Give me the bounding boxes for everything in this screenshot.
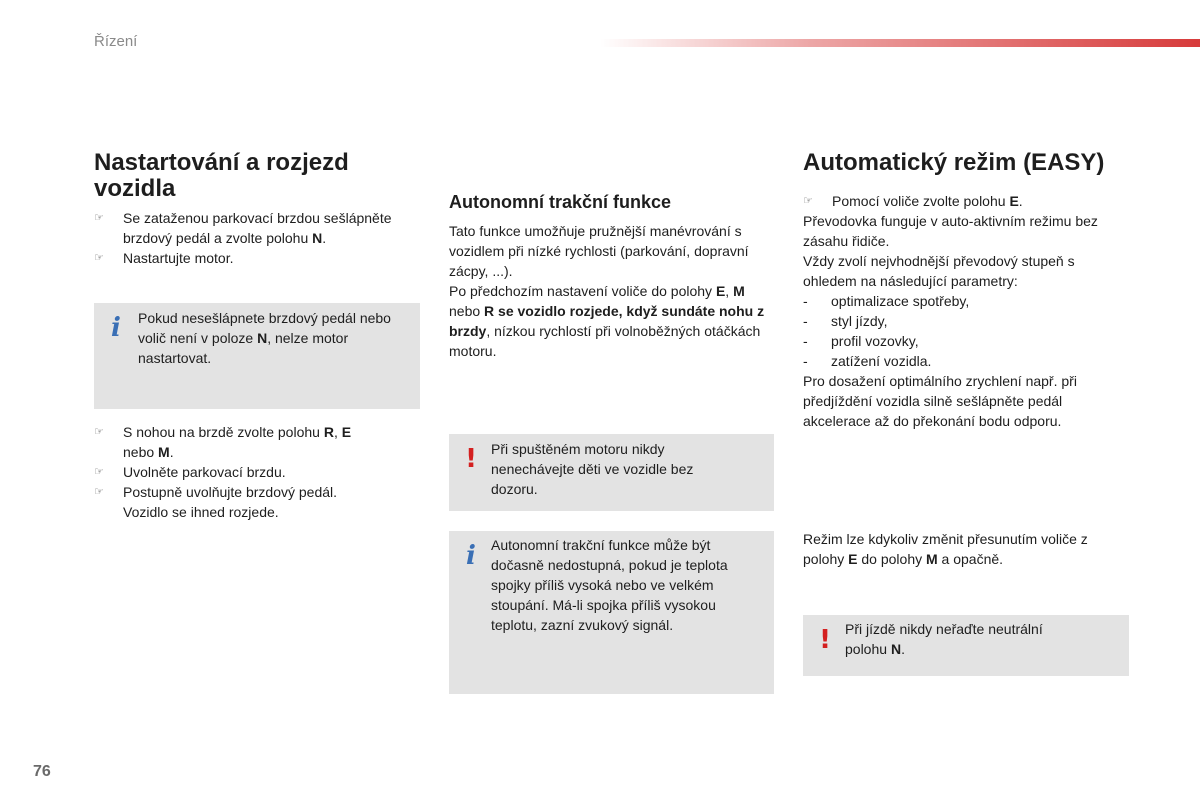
emphasis-text: E: [848, 551, 858, 567]
text-segment: nebo: [449, 303, 485, 319]
column-easy-mode: [803, 150, 1133, 431]
section-title: Řízení: [94, 33, 138, 50]
text-segment: Při spuštěném motoru nikdy nenechávejte děti ve vozidle bez dozoru.: [491, 441, 694, 497]
parameters-list: [803, 291, 1133, 371]
list-item: [94, 462, 364, 482]
steps-list-1: [94, 208, 424, 268]
header-accent-bar: [600, 39, 1200, 47]
pointing-hand-icon: ☞: [94, 465, 104, 478]
emphasis-text: N: [890, 641, 902, 657]
text-segment: Pokud nesešlápnete brzdový pedál nebo volič není v poloze: [138, 310, 391, 346]
text-segment: Po předchozím nastavení voliče do polohy: [449, 283, 716, 299]
info-icon: i: [466, 541, 476, 571]
info-text: [491, 535, 761, 635]
step-text: [123, 484, 337, 520]
parameter-text: optimalizace spotřeby,: [831, 293, 970, 309]
info-box-brake: [94, 303, 420, 409]
steps-list-3: [803, 191, 1133, 211]
column-start-driving: [94, 150, 424, 268]
dash-marker: -: [803, 353, 808, 369]
text-segment: , nízkou rychlostí při volnoběžných otáčkách motoru.: [449, 323, 761, 359]
text-segment: Pomocí voliče zvolte polohu: [832, 193, 1010, 209]
paragraph-mode-change: [803, 529, 1093, 569]
warning-box-children: [449, 434, 774, 511]
list-item: [94, 248, 424, 268]
list-item: [94, 208, 424, 248]
text-segment: .: [1018, 193, 1023, 209]
step-text: [832, 193, 1023, 209]
text-segment: Postupně uvolňujte brzdový pedál. Vozidlo se ihned rozjede.: [123, 484, 338, 520]
text-segment: do polohy: [857, 551, 926, 567]
heading-start-driving: Nastartování a rozjezd vozidla: [94, 149, 349, 202]
text-segment: .: [169, 444, 174, 460]
dash-marker: -: [803, 313, 808, 329]
steps-list-2: [94, 422, 364, 522]
emphasis-text: E: [715, 283, 726, 299]
text-segment: Převodovka funguje v auto-aktivním režimu bez zásahu řidiče.: [803, 213, 1098, 249]
list-item: [94, 422, 364, 462]
text-segment: nebo: [123, 444, 159, 460]
paragraph: [803, 251, 1123, 291]
list-item: [803, 331, 1133, 351]
info-text: [138, 308, 413, 368]
text-segment: Nastartujte motor.: [123, 250, 234, 266]
text-segment: Režim lze kdykoliv změnit přesunutím voliče z polohy: [803, 531, 1088, 567]
list-item: [803, 311, 1133, 331]
steps-block-2: [94, 422, 364, 522]
dash-marker: -: [803, 333, 808, 349]
step-text: [123, 464, 286, 480]
pointing-hand-icon: ☞: [803, 194, 813, 207]
text-segment: Uvolněte parkovací brzdu.: [123, 464, 286, 480]
warning-text: [845, 619, 1085, 659]
info-icon: i: [111, 313, 121, 343]
info-box-clutch: [449, 531, 774, 694]
list-item: [803, 291, 1133, 311]
text-segment: Se zataženou parkovací brzdou sešlápněte brzdový pedál a zvolte polohu: [123, 210, 392, 246]
text-segment: Autonomní trakční funkce může být dočasně nedostupná, pokud je teplota spojky příliš vysoká nebo ve velkém stoupání. Má-li spojka příliš vysokou teplotu, zazní zvukový signál.: [491, 537, 728, 633]
warning-icon: !: [465, 444, 477, 474]
list-item: [803, 351, 1133, 371]
page-number: 76: [33, 763, 51, 780]
parameter-text: styl jízdy,: [831, 313, 888, 329]
emphasis-text: E: [341, 424, 352, 440]
text-segment: ,: [725, 283, 734, 299]
text-segment: .: [901, 641, 905, 657]
column-autonomous-traction: [449, 191, 769, 361]
heading-autonomous-traction: Autonomní trakční funkce: [449, 192, 672, 212]
warning-box-neutral: [803, 615, 1129, 676]
emphasis-text: M: [926, 551, 938, 567]
pointing-hand-icon: ☞: [94, 251, 104, 264]
list-item: [94, 482, 364, 522]
text-segment: S nohou na brzdě zvolte polohu: [123, 424, 324, 440]
warning-text: [491, 439, 731, 499]
step-text: [123, 424, 351, 460]
text-segment: a opačně.: [937, 551, 1004, 567]
pointing-hand-icon: ☞: [94, 211, 104, 224]
parameter-text: zatížení vozidla.: [831, 353, 932, 369]
emphasis-text: N: [257, 330, 268, 346]
pointing-hand-icon: ☞: [94, 485, 104, 498]
emphasis-text: N: [312, 230, 323, 246]
emphasis-text: E: [1009, 193, 1019, 209]
text-segment: Tato funkce umožňuje pružnější manévrování s vozidlem při nízké rychlosti (parkování, dopravní zácpy, ...).: [449, 223, 749, 279]
list-item: [803, 191, 1133, 211]
step-text: [123, 250, 234, 266]
paragraph: [803, 211, 1133, 251]
emphasis-text: R se vozidlo rozjede, když sundáte nohu z brzdy: [449, 303, 765, 339]
step-text: [123, 210, 392, 246]
text-segment: Vždy zvolí nejvhodnější převodový stupeň s ohledem na následující parametry:: [803, 253, 1075, 289]
heading-easy-mode: Automatický režim (EASY): [803, 149, 1105, 176]
warning-icon: !: [819, 625, 831, 655]
paragraph: [449, 281, 769, 361]
text-segment: Při jízdě nikdy neřaďte neutrální polohu: [845, 621, 1043, 657]
emphasis-text: R: [323, 424, 334, 440]
paragraph: [449, 221, 769, 281]
text-segment: ,: [333, 424, 342, 440]
text-segment: .: [322, 230, 327, 246]
text-segment: , nelze motor nastartovat.: [138, 330, 349, 366]
emphasis-text: M: [733, 283, 745, 299]
text-segment: Pro dosažení optimálního zrychlení např. při předjíždění vozidla silně sešlápněte pedál akcelerace až do překonání bodu odporu.: [803, 373, 1077, 429]
dash-marker: -: [803, 293, 808, 309]
paragraph: [803, 371, 1103, 431]
parameter-text: profil vozovky,: [831, 333, 919, 349]
emphasis-text: M: [158, 444, 170, 460]
pointing-hand-icon: ☞: [94, 425, 104, 438]
